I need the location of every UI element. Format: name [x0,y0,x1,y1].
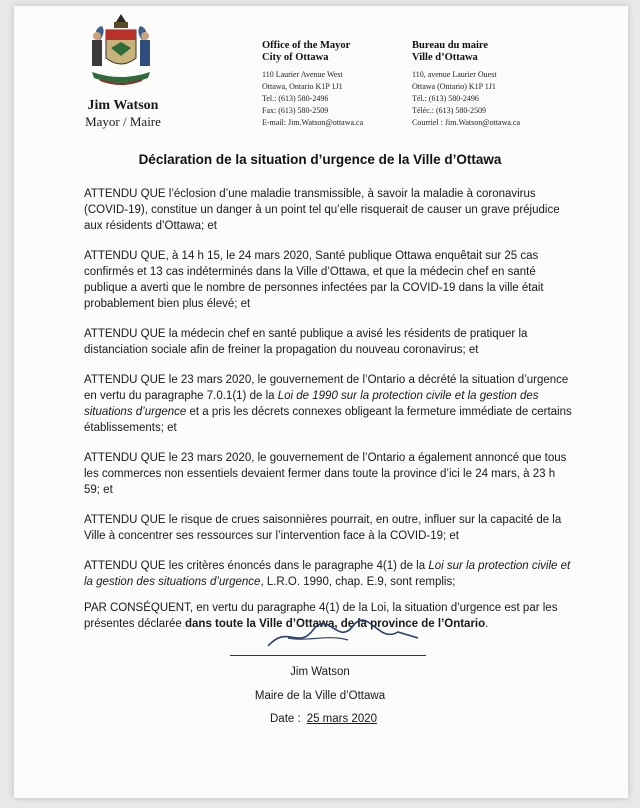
paragraph-3: ATTENDU QUE la médecin chef en santé publique a avisé les résidents de pratiquer la distanciation sociale afin de freiner la propagation du nouveau coronavirus; et [84,328,528,356]
city-crest-icon [86,12,156,90]
city-name-fr: Ville d’Ottawa [412,52,478,63]
paragraph-7-text: ATTENDU QUE les critères énoncés dans le paragraphe 4(1) de la [84,560,426,572]
address-line-1-en: 110 Laurier Avenue West [262,70,343,79]
signatory-name: Jim Watson [290,666,350,678]
paragraph-2: ATTENDU QUE, à 14 h 15, le 24 mars 2020, Santé publique Ottawa enquêtait sur 25 cas confirmés et 13 cas indéterminés dans la Ville d’Ottawa, et que la médecin chef en santé publique a averti que le nombre de personnes infectées par la COVID-19 dans la ville était probablement bien plus élevé; et [84,250,544,310]
paragraph-4-text: ATTENDU QUE le 23 mars 2020, le gouvernement de l’Ontario a décrété la situation d’urgence en vertu du paragraphe 7.0.1(1) de la [84,374,569,402]
contact-block-french [412,40,520,129]
fax-fr: Téléc.: (613) 580-2509 [412,106,486,115]
paragraph-7 [84,558,574,590]
paragraph-4-law-title: Loi de 1990 sur la protection civile et la gestion des situations d’urgence [84,390,539,418]
fax-en: Fax: (613) 580-2509 [262,106,329,115]
address-line-2-en: Ottawa, Ontario K1P 1J1 [262,82,343,91]
paragraph-7-law-title: Loi sur la protection civile et la gestion des situations d’urgence [84,560,571,588]
handwritten-signature [258,616,428,656]
document-title: Déclaration de la situation d’urgence de la Ville d’Ottawa [138,152,502,167]
date-row [270,713,377,725]
date-label: Date : [270,713,301,725]
paragraph-1: ATTENDU QUE l’éclosion d’une maladie transmissible, à savoir la maladie à coronavirus (COVID-19), constitue un danger à un point tel qu’elle risquerait de causer un grave préjudice aux résidents d’Ottawa; et [84,188,560,232]
contact-block-english [262,40,363,129]
paragraph-4 [84,372,574,436]
paragraph-8-bold: dans toute la Ville d’Ottawa, de la province de l’Ontario [185,618,486,630]
email-fr: Courriel : Jim.Watson@ottawa.ca [412,118,521,127]
date-value: 25 mars 2020 [306,713,378,725]
mayor-name: Jim Watson [87,98,159,113]
mayor-title: Mayor / Maire [85,114,161,129]
signatory-title: Maire de la Ville d’Ottawa [254,690,386,702]
address-line-2-fr: Ottawa (Ontario) K1P 1J1 [412,82,496,91]
paragraph-8-text: PAR CONSÉQUENT, en vertu du paragraphe 4(1) de la Loi, la situation d’urgence est par les présentes déclarée [84,602,558,630]
paragraph-7-text-end: , L.R.O. 1990, chap. E.9, sont remplis; [260,576,456,588]
signature-line [230,655,426,656]
paragraph-6: ATTENDU QUE le risque de crues saisonnières pourrait, en outre, influer sur la capacité de la Ville à concentrer ses ressources sur l’intervention face à la COVID-19; et [84,514,562,542]
email-en: E-mail: Jim.Watson@ottawa.ca [262,118,364,127]
city-name-en: City of Ottawa [262,52,329,63]
paragraph-8-end: . [485,618,489,630]
office-title-en: Office of the Mayor [262,40,351,51]
declaration-body [84,186,574,646]
office-title-fr: Bureau du maire [412,40,489,51]
tel-en: Tel.: (613) 580-2496 [262,94,329,103]
paragraph-4-text-end: et a pris les décrets connexes obligeant la fermeture immédiate de certains établissements; et [84,406,572,434]
paragraph-5: ATTENDU QUE le 23 mars 2020, le gouvernement de l’Ontario a également annoncé que tous les commerces non essentiels devaient fermer dans toute la province d’ici le 24 mars, à 23 h 59; et [84,452,567,496]
tel-fr: Tél.: (613) 580-2496 [412,94,479,103]
address-line-1-fr: 110, avenue Laurier Ouest [412,70,497,79]
